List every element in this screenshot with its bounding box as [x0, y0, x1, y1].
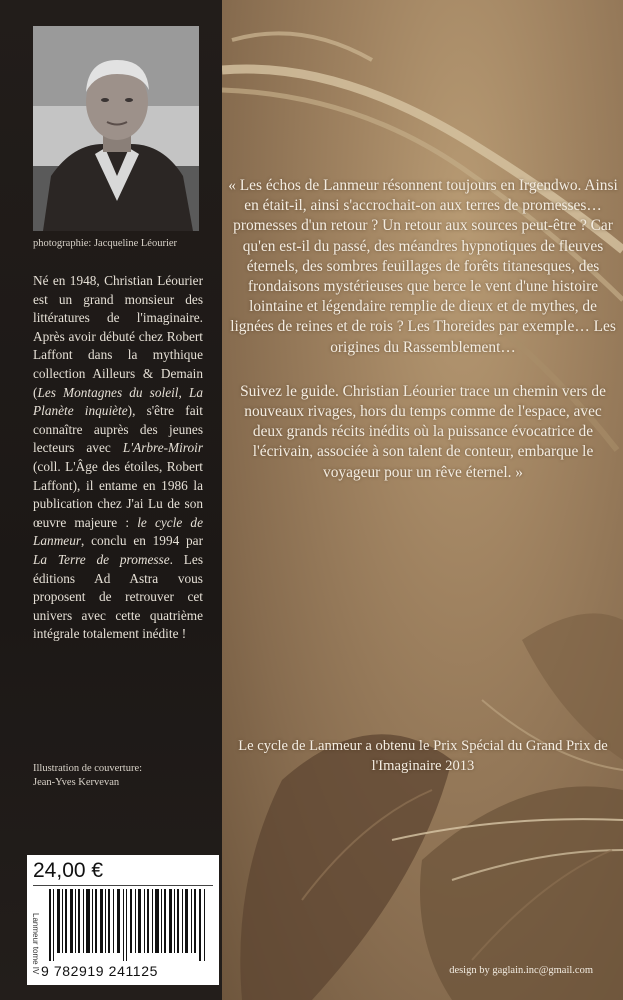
book-title: L'Arbre-Miroir: [122, 440, 203, 456]
back-cover-quote: [228, 176, 618, 483]
book-title: La Terre de promesse: [33, 551, 170, 567]
bio-text: (coll. L'Âge des étoiles, Robert Laffont), il entame en 1986 la publication chez J'ai Lu de son œuvre majeure :: [33, 458, 203, 530]
illustration-artist: Jean-Yves Kervevan: [33, 777, 120, 788]
bio-text: ,: [178, 384, 189, 400]
author-photo: [33, 26, 199, 231]
illustration-credit: [33, 762, 213, 790]
series-label: Lanmeur tome IV: [31, 913, 40, 975]
bio-text: ), s'être fait connaître auprès des jeunes lecteurs avec: [33, 403, 203, 456]
cover-illustration: [222, 0, 623, 1000]
book-title: La Planète inquiète: [33, 384, 203, 419]
book-title: le cycle de Lanmeur: [33, 514, 203, 549]
photo-credit: photographie: Jacqueline Léourier: [33, 238, 178, 249]
quote-paragraph: Suivez le guide. Christian Léourier trace un chemin vers de nouveaux rivages, hors du temps comme de l'espace, avec deux grands récits inédits où la puissance évocatrice de l'écrivain, associée à son talent de conteur, embarque le voyageur pour un rêve éternel. »: [240, 382, 606, 481]
design-credit: design by gaglain.inc@gmail.com: [449, 965, 593, 976]
bio-text: , conclu en 1994 par: [81, 533, 203, 549]
quote-paragraph: « Les échos de Lanmeur résonnent toujours en Irgendwo. Ainsi en était-il, ainsi s'accrochait-on aux terres de promesses… promesses d'un retour ? Un retour aux sources peut-être ? Car qu'en est-il du passé, des méandres hypnotiques de fleuves éternels, des sombres feuillages de forêts titanesques, des frondaisons mystérieuses que berce le vent d'une histoire lointaine et légendaire remplie de dieux et de mythes, de lignées de reines et de rois ? Les Thoreides par exemple… Les origines du Rassemblement…: [228, 177, 618, 356]
barcode-panel: [27, 855, 219, 985]
isbn-number: 9 782919 241125: [41, 963, 158, 979]
bio-text: . Les éditions Ad Astra vous proposent de retrouver cet univers avec cette quatrième intégrale totalement inédite !: [33, 551, 203, 642]
bio-text: Né en 1948, Christian Léourier est un grand monsieur des littératures de l'imaginaire. Après avoir débuté chez Robert Laffont dans la mythique collection Ailleurs & Demain (: [33, 273, 203, 400]
price: 24,00 €: [33, 859, 104, 882]
book-title: Les Montagnes du soleil: [37, 384, 179, 400]
illustration-label: Illustration de couverture:: [33, 763, 143, 774]
barcode: [47, 889, 213, 961]
left-column: [0, 0, 222, 1000]
award-note: Le cycle de Lanmeur a obtenu le Prix Spécial du Grand Prix de l'Imaginaire 2013: [238, 738, 608, 774]
author-biography: [33, 272, 203, 644]
